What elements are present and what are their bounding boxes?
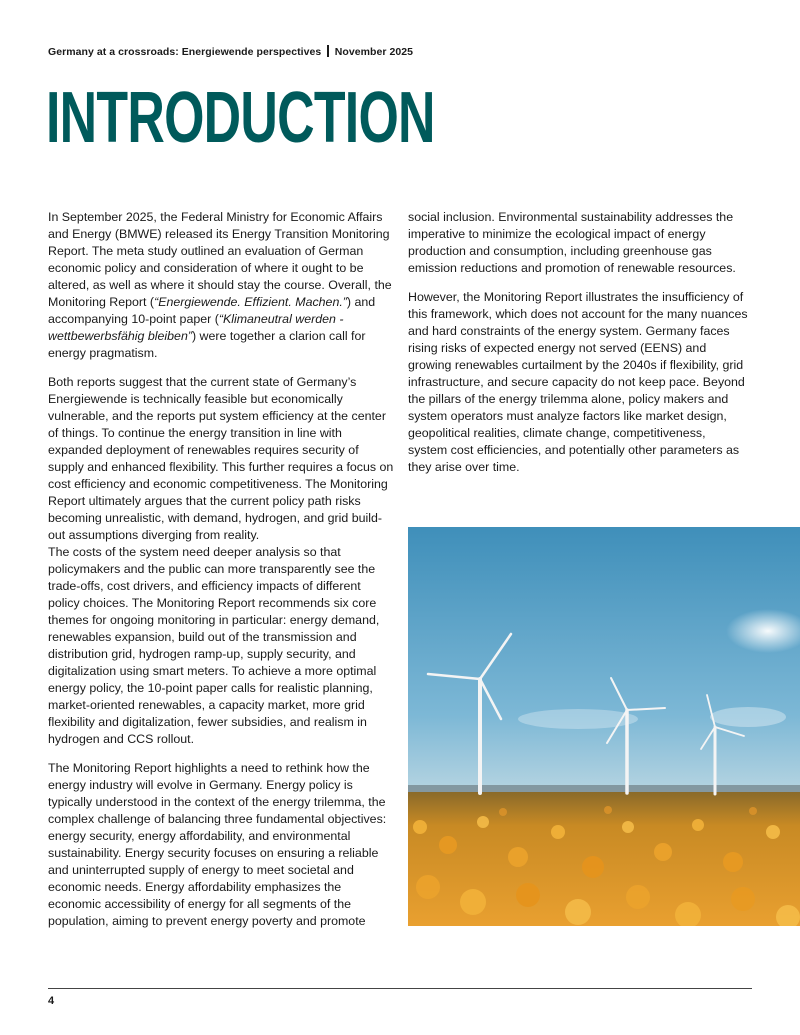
paper-title-italic: “Klimaneutral werden - wettbewerbsfähig bleiben” [48, 312, 344, 343]
page-number: 4 [48, 995, 55, 1007]
paragraph [48, 374, 394, 748]
header-title: Germany at a crossroads: Energiewende perspectives [48, 46, 322, 58]
paragraph-text: The costs of the system need deeper analysis so that policymakers and the public can more transparently see the trade-offs, cost drivers, and efficiency impacts of different policy choices. The Monitoring Report recommends six core themes for ongoing monitoring in particular: energy demand, renewables expansion, build out of the transmission and distribution grid, hydrogen ramp-up, supply security, and digitalization using smart meters. To achieve a more optimal energy policy, the 10-point paper calls for realistic planning, market-oriented renewables, a capacity market, more grid flexibility and digitalization, fewer subsidies, and realism in hydrogen and CCS rollout. [48, 545, 380, 746]
paragraph-text: ) and accompanying 10-point paper ( [48, 295, 376, 326]
header-date: November 2025 [334, 46, 414, 58]
header-separator [327, 45, 329, 57]
wind-turbine-photo [408, 527, 800, 926]
report-title-italic: “Energiewende. Effizient. Machen.” [154, 295, 347, 309]
text-column-left [48, 209, 394, 942]
wind-turbine-illustration [408, 527, 800, 926]
paragraph-text: Both reports suggest that the current state of Germany’s Energiewende is technically feasible but economically vulnerable, and the reports put system efficiency at the center of things. To continue the energy transition in line with expanded deployment of renewables requires security of supply and enhanced flexibility. This further requires a focus on cost efficiency and economic competitiveness. The Monitoring Report ultimately argues that the current policy path risks becoming unrealistic, with demand, hydrogen, and grid build-out assumptions diverging from reality. [48, 375, 394, 542]
footer-divider [48, 988, 752, 989]
paragraph: The Monitoring Report highlights a need to rethink how the energy industry will evolve in Germany. Energy policy is typically understood in the context of the energy trilemma, the complex challenge of balancing three fundamental objectives: energy security, energy affordability, and environmental sustainability. Energy security focuses on ensuring a reliable and uninterrupted supply of energy to meet societal and economic needs. Energy affordability emphasizes the economic accessibility of energy for all segments of the population, aiming to prevent energy poverty and promote [48, 761, 387, 928]
paragraph [48, 209, 394, 362]
paragraph: social inclusion. Environmental sustainability addresses the imperative to minimize the ecological impact of energy production and consumption, including greenhouse gas emission reductions and promotion of renewable resources. [408, 210, 736, 275]
running-header [48, 45, 413, 58]
paragraph: However, the Monitoring Report illustrates the insufficiency of this framework, which does not account for the many nuances and hard constraints of the energy system. Germany faces rising risks of expected energy not served (EENS) and growing renewables curtailment by the 2040s if flexibility, grid infrastructure, and secure capacity do not keep pace. Beyond the pillars of the energy trilemma alone, policy makers and system operators must analyze factors like market design, geopolitical realities, climate change, competitiveness, system cost efficiencies, and potentially other parameters as they arise over time. [408, 290, 748, 474]
paragraph-text: In September 2025, the Federal Ministry for Economic Affairs and Energy (BMWE) released its Energy Transition Monitoring Report. The meta study outlined an evaluation of German economic policy and consideration of where it ought to be altered, as well as where it should stay the course. Overall, the Monitoring Report ( [48, 210, 392, 309]
paragraph-text: ) were together a clarion call for energy pragmatism. [48, 329, 366, 360]
page-title: INTRODUCTION [46, 78, 435, 158]
text-column-right [408, 209, 748, 488]
